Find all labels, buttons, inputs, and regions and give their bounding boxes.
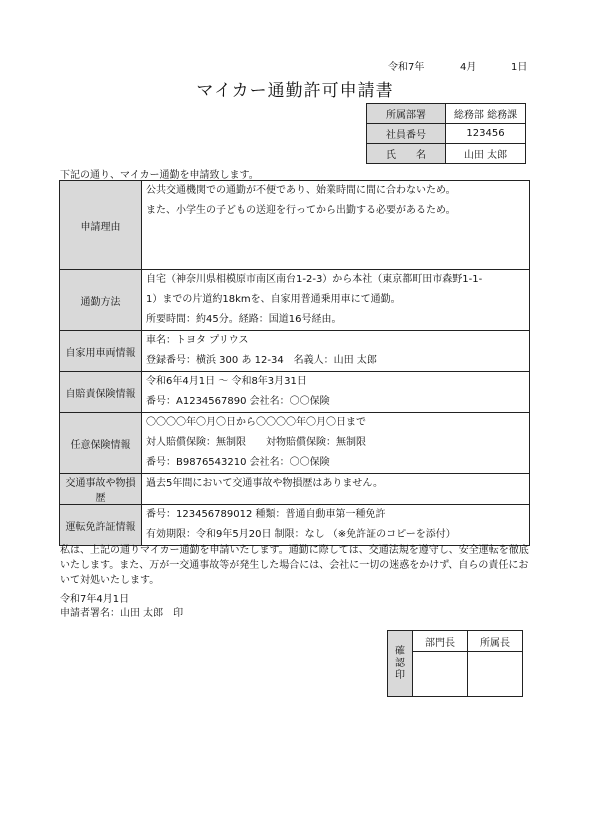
reason-line-2: また、小学生の子どもの送迎を行ってから出勤する必要があるため。: [146, 205, 456, 216]
name-value: 山田 太郎: [446, 144, 526, 164]
department-label: 所属部署: [367, 104, 446, 124]
document-title: マイカー通勤許可申請書: [196, 81, 394, 101]
approval-side-text: 確認印: [395, 645, 405, 681]
license-line-1: 番号：123456789012 種類：普通自動車第一種免許: [146, 509, 386, 520]
name-label: 氏 名: [367, 144, 446, 164]
commute-line-3: 所要時間：約45分。経路：国道16号経由。: [146, 314, 342, 325]
employee-id-value: 123456: [446, 124, 526, 144]
employee-id-label: 社員番号: [367, 124, 446, 144]
date-era: 令和7年: [388, 62, 425, 73]
stamp-box-section-manager[interactable]: [468, 652, 523, 697]
application-details-table: [59, 180, 530, 546]
department-value: 総務部 総務課: [446, 104, 526, 124]
compulsory-insurance-label: 自賠責保険情報: [60, 372, 142, 413]
section-license-info: [60, 505, 530, 546]
voluntary-insurance-label: 任意保険情報: [60, 413, 142, 474]
accident-history-label: 交通事故や物損歴: [60, 474, 142, 505]
declaration-statement: 私は、上記の通りマイカー通勤を申請いたします。通勤に際しては、交通法規を遵守し、安全運転を徹底いたします。また、万が一交通事故等が発生した場合には、会社に一切の迷惑をかけず、自らの責任において対処いたします。: [60, 545, 529, 586]
accident-line-1: 過去5年間において交通事故や物損歴はありません。: [146, 478, 383, 489]
footer-date: 令和7年4月1日: [60, 594, 130, 605]
reason-label: 申請理由: [60, 181, 142, 270]
applicant-info-table: [366, 103, 526, 164]
commute-method-label: 通勤方法: [60, 270, 142, 331]
info-row-employee-id: [367, 124, 526, 144]
vehicle-line-2: 登録番号：横浜 300 あ 12-34 名義人：山田 太郎: [146, 355, 377, 366]
section-accident-history: [60, 474, 530, 505]
stamp-box-dept-manager[interactable]: [413, 652, 468, 697]
approval-head-dept-manager: 部門長: [413, 631, 468, 652]
info-row-name: [367, 144, 526, 164]
approval-stamp-table: [387, 630, 523, 697]
voluntary-line-3: 番号：B9876543210 会社名：〇〇保険: [146, 457, 330, 468]
intro-text: 下記の通り、マイカー通勤を申請致します。: [60, 170, 259, 181]
commute-line-2: 1）までの片道約18kmを、自家用普通乗用車にて通勤。: [146, 294, 401, 305]
section-vehicle-info: [60, 331, 530, 372]
compulsory-line-2: 番号：A1234567890 会社名：〇〇保険: [146, 396, 330, 407]
section-voluntary-insurance: [60, 413, 530, 474]
approval-side-label: [388, 631, 413, 697]
voluntary-line-1: 〇〇〇〇年〇月〇日から〇〇〇〇年〇月〇日まで: [146, 417, 366, 428]
reason-line-1: 公共交通機関での通勤が不便であり、始業時間に間に合わないため。: [146, 185, 456, 196]
license-line-2: 有効期限：令和9年5月20日 制限：なし （※免許証のコピーを添付）: [146, 529, 456, 540]
date-month: 4月: [460, 62, 477, 73]
section-compulsory-insurance: [60, 372, 530, 413]
license-info-label: 運転免許証情報: [60, 505, 142, 546]
vehicle-info-label: 自家用車両情報: [60, 331, 142, 372]
voluntary-line-2: 対人賠償保険：無制限 対物賠償保険：無制限: [146, 437, 366, 448]
approval-head-section-manager: 所属長: [468, 631, 523, 652]
section-commute-method: [60, 270, 530, 331]
compulsory-line-1: 令和6年4月1日 ～ 令和8年3月31日: [146, 376, 307, 387]
section-reason: [60, 181, 530, 270]
vehicle-line-1: 車名：トヨタ プリウス: [146, 335, 249, 346]
applicant-signature: 申請者署名：山田 太郎 印: [60, 608, 184, 619]
commute-line-1: 自宅（神奈川県相模原市南区南台1-2-3）から本社（東京都町田市森野1-1-: [146, 274, 483, 285]
date-day: 1日: [511, 62, 528, 73]
info-row-department: [367, 104, 526, 124]
